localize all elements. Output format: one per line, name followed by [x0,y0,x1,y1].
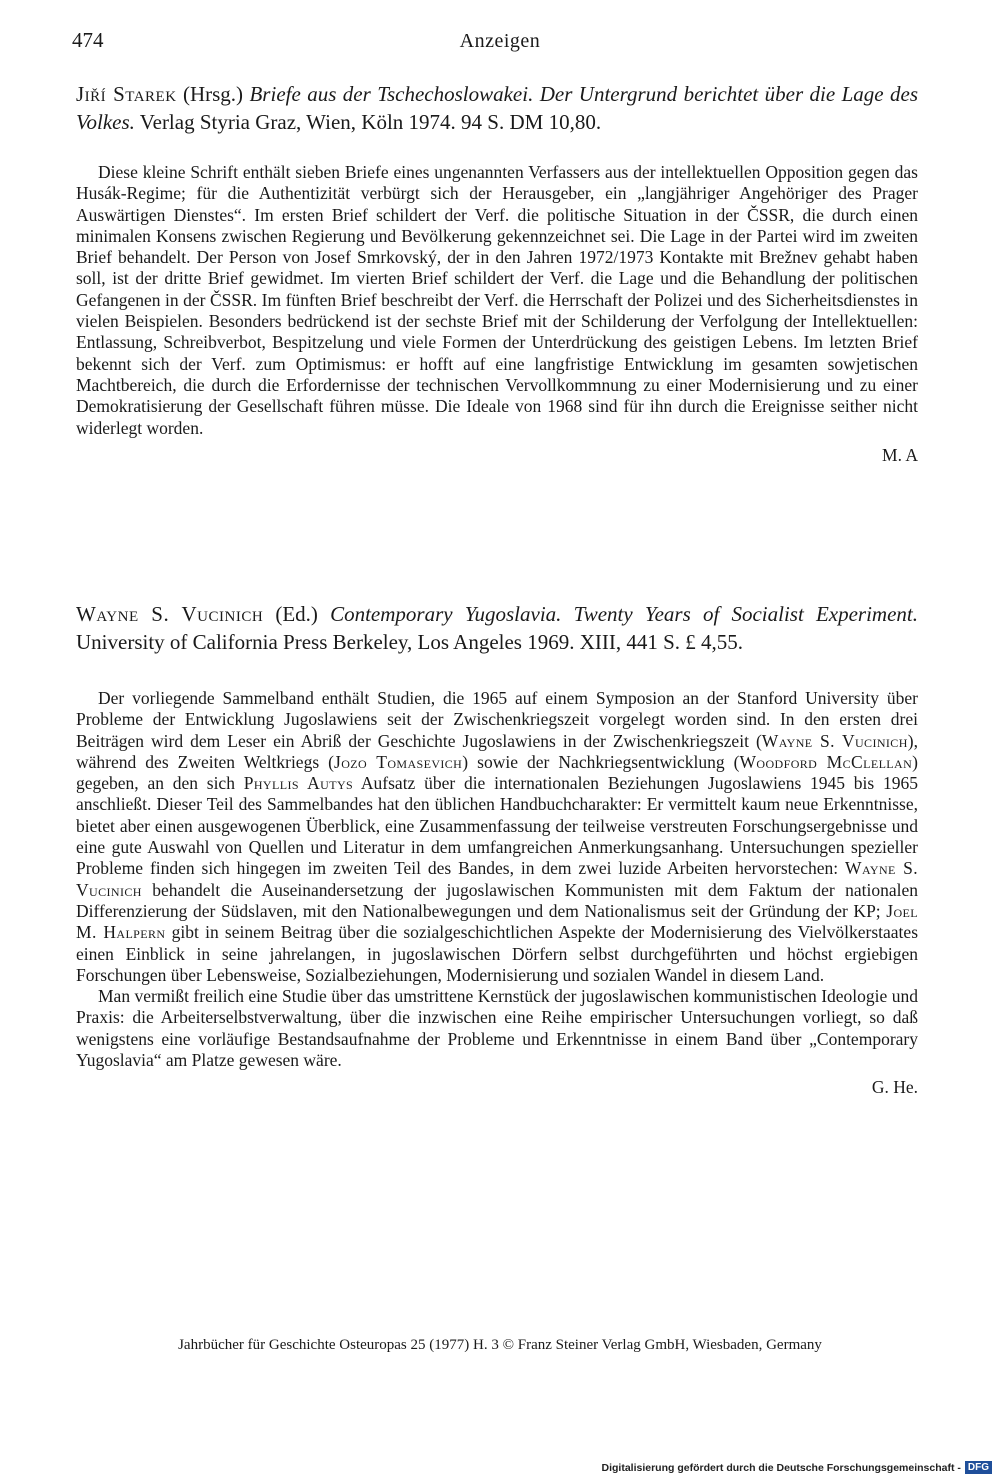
citation-title: Briefe aus der Tschechoslowakei. Der Untergrund berichtet über die Lage des Volkes. [76,82,919,134]
person-name: Wayne S. Vucinich [76,858,918,900]
citation-author: Wayne S. Vucinich [76,602,264,626]
citation-author: Jiří Starek [76,82,177,106]
text-run: ) gegeben, an den sich [76,751,918,794]
digitization-note: Digitalisierung gefördert durch die Deutsche Forschungsgemeinschaft - [601,1461,961,1474]
review-paragraph: Man vermißt freilich eine Studie über das umstrittene Kernstück der jugoslawischen kommunistischen Ideologie und Praxis: die Arbeiterselbstverwaltung, über die inzwischen eine Reihe empirischer Untersuchungen vorliegt, so daß wenigstens eine vorläufige Bestandsaufnahme der Probleme und Erkenntnisse in einem Band über „Contemporary Yugoslavia“ am Platze gewesen wäre. [76,986,918,1071]
reviewer-signature: M. A [882,444,918,465]
text-run: ) sowie der Nachkriegsentwicklung ( [462,751,740,772]
citation-publication: University of California Press Berkeley, Los Angeles 1969. XIII, 441 S. £ 4,55. [76,630,744,654]
dfg-logo-icon: DFG [965,1461,992,1474]
citation-editor-note: (Ed.) [275,602,318,626]
citation [76,600,918,656]
person-name: Wayne S. Vucinich [761,730,908,751]
person-name: Jozo Tomasevich [334,751,463,772]
citation-publication: Verlag Styria Graz, Wien, Köln 1974. 94 S. DM 10,80. [139,110,602,134]
review-vucinich [76,600,918,1098]
journal-footer: Jahrbücher für Geschichte Osteuropas 25 (1977) H. 3 © Franz Steiner Verlag GmbH, Wiesbaden, Germany [178,1337,822,1353]
person-name: Woodford McClellan [739,751,913,772]
digitization-credit [602,1461,993,1474]
citation-title: Contemporary Yugoslavia. Twenty Years of Socialist Experiment. [330,602,919,626]
text-run: Aufsatz über die internationalen Beziehungen Jugoslawiens 1945 bis 1965 anschließt. Dieser Teil des Sammelbandes hat den üblichen Handbuchcharakter: Er vermittelt kaum neue Erkenntnisse, bietet aber einen ausgewogenen Überblick, eine Zusammenfassung der teilweise verstreuten Forschungsergebnisse und eine gute Auswahl von Quellen und Literatur in dem umfangreichen Anmerkungsanhang. Untersuchungen spezieller Probleme finden sich hingegen im zweiten Teil des Bandes, in dem zwei luzide Arbeiten hervorstechen: [76,773,918,879]
text-run: behandelt die Auseinandersetzung der jugoslawischen Kommunisten mit dem Faktum der nationalen Differenzierung der Südslaven, mit den Nationalbewegungen und dem Nationalismus seit der Gründung der KP; [76,879,918,921]
review-paragraph: Diese kleine Schrift enthält sieben Briefe eines ungenannten Verfassers aus der intellektuellen Opposition gegen das Husák-Regime; für die Authentizität verbürgt sich der Herausgeber, ein „langjähriger Angehöriger des Prager Auswärtigen Dienstes“. Im ersten Brief schildert der Verf. die politische Situation in der ČSSR, die durch einen minimalen Konsens zwischen Regierung und Bevölkerung gekennzeichnet sei. Die Lage in der Partei wird im zweiten Brief behandelt. Der Person von Josef Smrkovský, der in den Jahren 1972/1973 Kontakte mit Brežnev gehabt haben soll, ist der dritte Brief gewidmet. Im vierten Brief schildert der Verf. die Lage und die Behandlung der politischen Gefangenen in der ČSSR. Im fünften Brief beschreibt der Verf. die Herrschaft der Polizei und des Sicherheitsdienstes in vielen Beispielen. Besonders bedrückend ist der sechste Brief mit der Schilderung der Verfolgung der Intellektuellen: Entlassung, Schreibverbot, Bespitzelung und viele Formen der Unterdrückung des geistigen Lebens. Im letzten Brief bekennt sich der Verf. zum Optimismus: er hofft auf eine langfristige Entwicklung im gesamten sowjetischen Machtbereich, die durch die Erfordernisse der technischen Vervollkommnung zu einer Modernisierung und zu einer Demokratisierung der Gesellschaft führen müsse. Die Ideale von 1968 sind für ihn durch die Ereignisse seither nicht widerlegt worden. [76,162,918,438]
person-name: Phyllis Autys [243,773,354,794]
person-name: Joel M. Halpern [76,900,918,943]
review-paragraph [76,688,918,986]
running-head: Anzeigen [459,30,541,52]
review-starek [76,80,918,466]
reviewer-signature: G. He. [871,1077,918,1098]
citation [76,80,918,136]
text-run: ), während des Zweiten Weltkriegs ( [76,730,918,772]
text-run: gibt in seinem Beitrag über die sozialgeschichtlichen Aspekte der Modernisierung des Vielvölkerstaates einen Einblick in seine jahrelangen, in jugoslawischen Dörfern selbst durchgeführten und höchst ergiebigen Forschungen über Lebensweise, Sozialbeziehungen, Modernisierung und sozialen Wandel in diesem Land. [76,922,918,985]
citation-editor-note: (Hrsg.) [182,82,244,106]
page-number: 474 [72,28,104,52]
text-run: Der vorliegende Sammelband enthält Studien, die 1965 auf einem Symposion an der Stanford University über Probleme der Entwicklung Jugoslawiens seit der Zwischenkriegszeit vorgelegt worden sind. In den ersten drei Beiträgen wird dem Leser ein Abriß der Geschichte Jugoslawiens in der Zwischenkriegszeit ( [76,688,918,751]
